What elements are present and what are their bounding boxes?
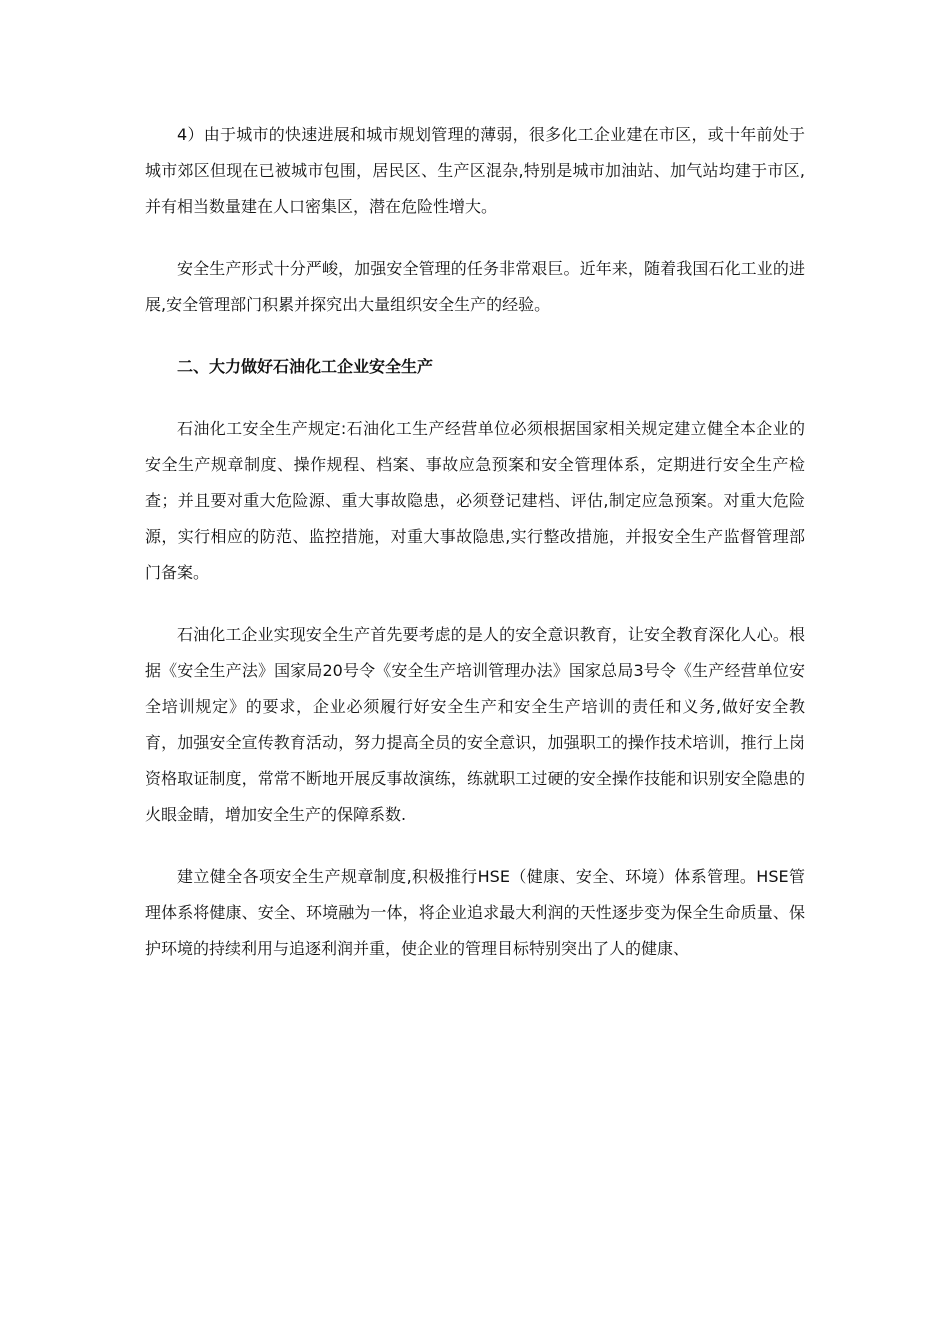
paragraph-spacer xyxy=(145,323,805,349)
paragraph-spacer xyxy=(145,225,805,251)
section-heading: 二、大力做好石油化工企业安全生产 xyxy=(177,357,434,376)
paragraph-safety-situation: 安全生产形式十分严峻，加强安全管理的任务非常艰巨。近年来，随着我国石化工业的进展,安全管理部门积累并探究出大量组织安全生产的经验。 xyxy=(145,259,805,314)
paragraph-spacer xyxy=(145,385,805,411)
paragraph-hse-management: 建立健全各项安全生产规章制度,积极推行HSE（健康、安全、环境）体系管理。HSE管理体系将健康、安全、环境融为一体，将企业追求最大利润的天性逐步变为保全生命质量、保护环境的持续利用与追逐利润并重，使企业的管理目标特别突出了人的健康、 xyxy=(145,867,805,958)
document-body xyxy=(145,117,805,967)
paragraph-urban-risk: 4）由于城市的快速进展和城市规划管理的薄弱，很多化工企业建在市区，或十年前处于城市郊区但现在已被城市包围，居民区、生产区混杂,特别是城市加油站、加气站均建于市区,并有相当数量建在人口密集区，潜在危险性增大。 xyxy=(145,125,805,216)
paragraph-safety-regulations: 石油化工安全生产规定:石油化工生产经营单位必须根据国家相关规定建立健全本企业的安全生产规章制度、操作规程、档案、事故应急预案和安全管理体系，定期进行安全生产检查；并且要对重大危险源、重大事故隐患，必须登记建档、评估,制定应急预案。对重大危险源，实行相应的防范、监控措施，对重大事故隐患,实行整改措施，并报安全生产监督管理部门备案。 xyxy=(145,419,805,582)
paragraph-safety-education: 石油化工企业实现安全生产首先要考虑的是人的安全意识教育，让安全教育深化人心。根据《安全生产法》国家局20号令《安全生产培训管理办法》国家总局3号令《生产经营单位安全培训规定》的要求，企业必须履行好安全生产和安全生产培训的责任和义务,做好安全教育，加强安全宣传教育活动，努力提高全员的安全意识，加强职工的操作技术培训，推行上岗资格取证制度，常常不断地开展反事故演练，练就职工过硬的安全操作技能和识别安全隐患的火眼金睛，增加安全生产的保障系数. xyxy=(145,625,805,824)
paragraph-spacer xyxy=(145,833,805,859)
paragraph-spacer xyxy=(145,591,805,617)
